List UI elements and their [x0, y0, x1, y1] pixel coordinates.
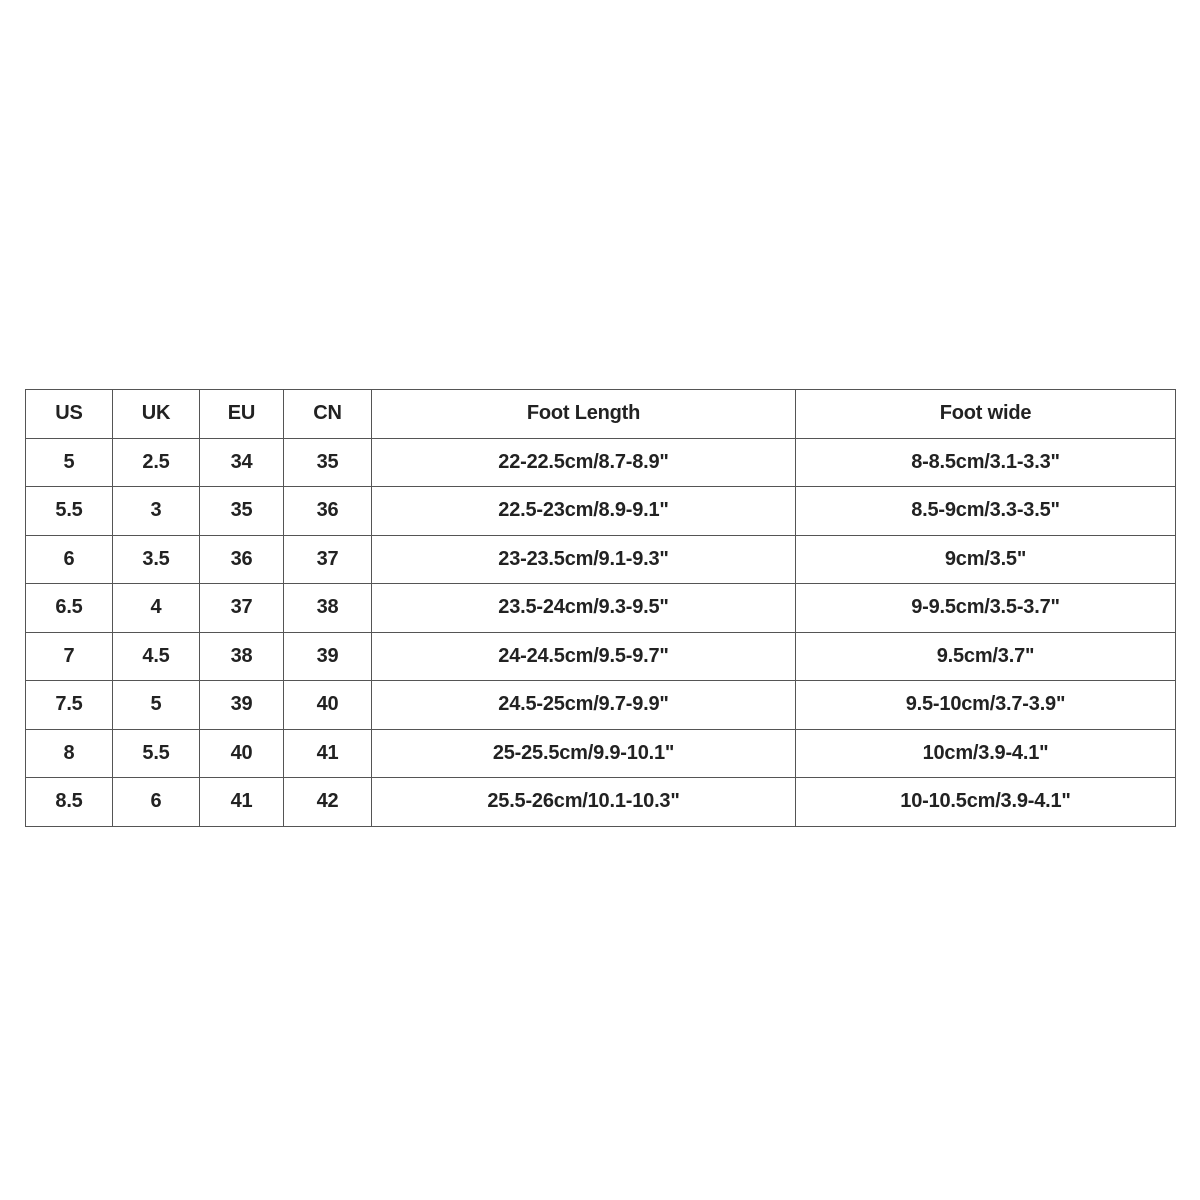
- cell-us: 6: [26, 535, 113, 584]
- cell-foot-wide: 9-9.5cm/3.5-3.7": [796, 584, 1176, 633]
- cell-uk: 3: [113, 487, 200, 536]
- table-row: [26, 681, 1176, 730]
- cell-eu: 34: [200, 438, 284, 487]
- cell-cn: 41: [284, 729, 372, 778]
- cell-foot-length: 24-24.5cm/9.5-9.7": [372, 632, 796, 681]
- cell-foot-wide: 9cm/3.5": [796, 535, 1176, 584]
- table-row: [26, 632, 1176, 681]
- cell-foot-wide: 9.5-10cm/3.7-3.9": [796, 681, 1176, 730]
- cell-us: 7: [26, 632, 113, 681]
- cell-cn: 35: [284, 438, 372, 487]
- cell-cn: 42: [284, 778, 372, 827]
- cell-eu: 35: [200, 487, 284, 536]
- cell-foot-length: 22-22.5cm/8.7-8.9": [372, 438, 796, 487]
- cell-us: 8: [26, 729, 113, 778]
- header-cn: CN: [284, 390, 372, 439]
- cell-uk: 3.5: [113, 535, 200, 584]
- cell-uk: 4: [113, 584, 200, 633]
- cell-eu: 38: [200, 632, 284, 681]
- size-chart-table: [25, 389, 1176, 827]
- cell-us: 5: [26, 438, 113, 487]
- cell-foot-length: 22.5-23cm/8.9-9.1": [372, 487, 796, 536]
- header-uk: UK: [113, 390, 200, 439]
- cell-foot-wide: 10-10.5cm/3.9-4.1": [796, 778, 1176, 827]
- cell-foot-wide: 8-8.5cm/3.1-3.3": [796, 438, 1176, 487]
- header-us: US: [26, 390, 113, 439]
- cell-foot-length: 23-23.5cm/9.1-9.3": [372, 535, 796, 584]
- header-eu: EU: [200, 390, 284, 439]
- table-row: [26, 584, 1176, 633]
- cell-foot-wide: 10cm/3.9-4.1": [796, 729, 1176, 778]
- cell-uk: 5.5: [113, 729, 200, 778]
- cell-us: 6.5: [26, 584, 113, 633]
- cell-uk: 2.5: [113, 438, 200, 487]
- cell-uk: 6: [113, 778, 200, 827]
- cell-foot-wide: 8.5-9cm/3.3-3.5": [796, 487, 1176, 536]
- cell-uk: 4.5: [113, 632, 200, 681]
- cell-cn: 36: [284, 487, 372, 536]
- table-row: [26, 778, 1176, 827]
- cell-cn: 40: [284, 681, 372, 730]
- cell-foot-length: 25-25.5cm/9.9-10.1": [372, 729, 796, 778]
- cell-eu: 36: [200, 535, 284, 584]
- cell-us: 7.5: [26, 681, 113, 730]
- table-row: [26, 535, 1176, 584]
- cell-foot-length: 24.5-25cm/9.7-9.9": [372, 681, 796, 730]
- cell-cn: 38: [284, 584, 372, 633]
- cell-us: 5.5: [26, 487, 113, 536]
- cell-uk: 5: [113, 681, 200, 730]
- cell-us: 8.5: [26, 778, 113, 827]
- table-row: [26, 729, 1176, 778]
- table-row: [26, 487, 1176, 536]
- cell-eu: 39: [200, 681, 284, 730]
- header-row: [26, 390, 1176, 439]
- cell-foot-wide: 9.5cm/3.7": [796, 632, 1176, 681]
- table-row: [26, 438, 1176, 487]
- size-chart-body: [26, 438, 1176, 826]
- cell-eu: 37: [200, 584, 284, 633]
- cell-cn: 37: [284, 535, 372, 584]
- cell-foot-length: 23.5-24cm/9.3-9.5": [372, 584, 796, 633]
- cell-eu: 40: [200, 729, 284, 778]
- cell-cn: 39: [284, 632, 372, 681]
- cell-eu: 41: [200, 778, 284, 827]
- header-foot-wide: Foot wide: [796, 390, 1176, 439]
- header-foot-length: Foot Length: [372, 390, 796, 439]
- cell-foot-length: 25.5-26cm/10.1-10.3": [372, 778, 796, 827]
